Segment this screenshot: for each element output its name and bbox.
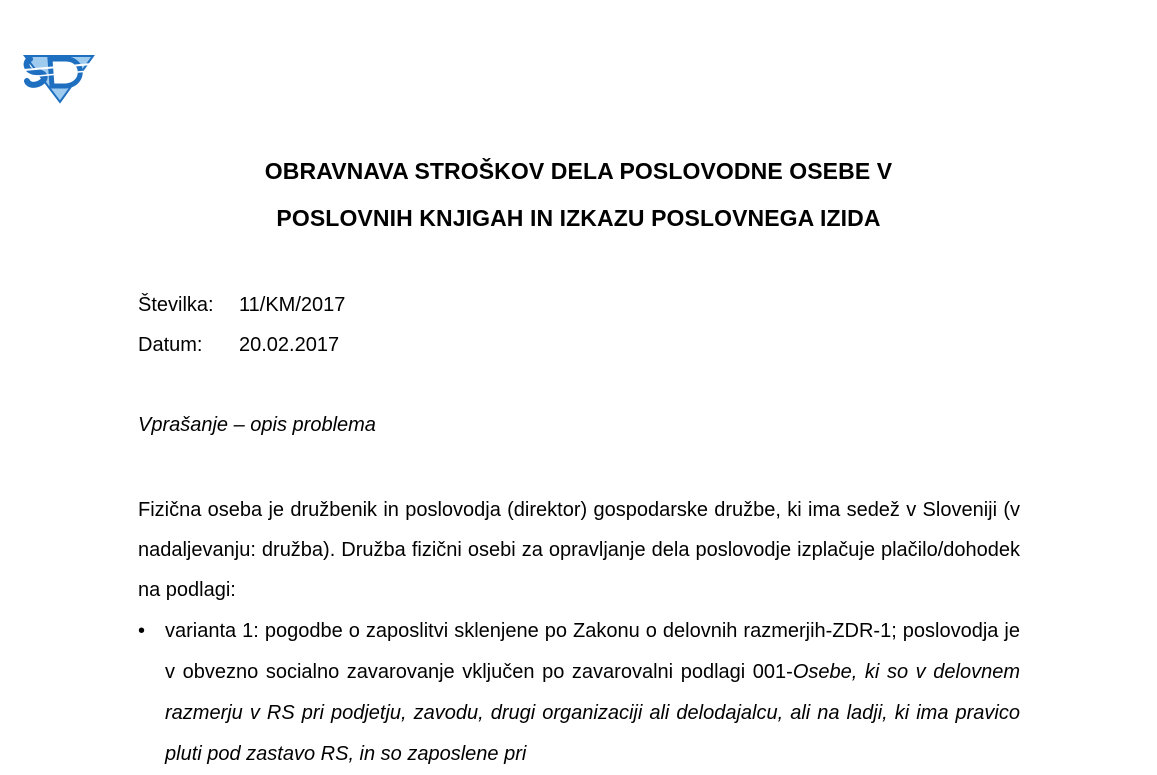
document-date-label: Datum: <box>138 334 203 356</box>
document-title-line-1: OBRAVNAVA STROŠKOV DELA POSLOVODNE OSEBE V <box>264 158 893 184</box>
company-logo <box>22 50 96 104</box>
document-title-line-2: POSLOVNIH KNJIGAH IN IZKAZU POSLOVNEGA IZIDA <box>276 205 881 231</box>
sd-shield-logo-icon <box>22 50 96 104</box>
section-heading: Vprašanje – opis problema <box>138 414 376 436</box>
body-paragraph: Fizična oseba je družbenik in poslovodja (direktor) gospodarske družbe, ki ima sedež v Sloveniji (v nadaljevanju: družba). Družba fizični osebi za opravljanje dela poslovodje izplačuje plačilo/dohodek na podlagi: <box>138 499 1020 601</box>
document-number-row <box>138 294 345 317</box>
variant-list <box>138 611 1020 775</box>
document-number-label: Številka: <box>138 294 214 316</box>
document-date-value: 20.02.2017 <box>239 334 340 356</box>
list-item-italic-text: Osebe, ki so v delovnem razmerju v RS pri podjetju, zavodu, drugi organizaciji ali delodajalcu, ali na ladji, ki ima pravico pluti pod zastavo RS, in so zaposlene pri <box>165 661 1020 765</box>
list-item-text: varianta 1: pogodbe o zaposlitvi sklenjene po Zakonu o delovnih razmerjih-ZDR-1; poslovodja je v obvezno socialno zavarovanje vključen po zavarovalni podlagi 001- <box>165 620 1020 683</box>
list-item <box>138 611 1020 775</box>
document-number-value: 11/KM/2017 <box>239 294 346 316</box>
document-date-row <box>138 334 339 357</box>
bullet-icon: • <box>138 620 146 642</box>
